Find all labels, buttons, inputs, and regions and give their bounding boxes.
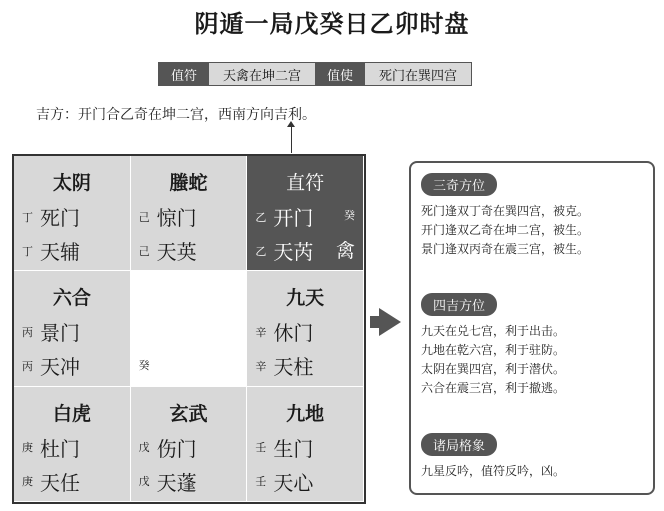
palace-stem: 癸 — [138, 359, 150, 373]
palace-stem: 辛 — [255, 359, 267, 373]
palace-side-star: 禽 — [335, 240, 355, 262]
pointer-line — [291, 125, 292, 153]
palace-stem: 己 — [138, 210, 150, 224]
siji-line: 九天在兑七宫，利于出击。 — [421, 324, 566, 338]
palace-s — [131, 387, 248, 502]
palace-stem: 壬 — [255, 475, 267, 489]
right-arrow-icon — [379, 308, 401, 336]
palace-ne — [247, 156, 364, 271]
palace-door: 休门 — [273, 321, 314, 346]
palace-stem: 丙 — [22, 359, 33, 373]
palace-sw — [14, 387, 131, 502]
palace-stem: 戊 — [138, 441, 150, 455]
geju-section — [421, 433, 651, 481]
palace-center — [131, 271, 248, 386]
siji-title: 四吉方位 — [421, 293, 497, 316]
palace-god: 太阴 — [52, 172, 91, 194]
palace-stem: 庚 — [22, 475, 33, 489]
palace-god: 螣蛇 — [169, 172, 208, 194]
palace-w — [14, 271, 131, 386]
sanqi-section — [421, 173, 651, 259]
palace-god: 直符 — [286, 172, 325, 194]
palace-stem: 辛 — [255, 325, 267, 339]
palace-star: 天心 — [273, 470, 314, 495]
palace-god: 九天 — [286, 287, 325, 310]
siji-line: 六合在震三宫，利于撤逃。 — [421, 381, 566, 395]
palace-door: 惊门 — [156, 206, 197, 230]
palace-star: 天辅 — [40, 240, 80, 264]
palace-nw — [14, 156, 131, 271]
palace-grid — [12, 154, 366, 504]
palace-side-stem: 癸 — [343, 209, 355, 222]
palace-god: 白虎 — [52, 402, 91, 425]
palace-stem: 乙 — [255, 244, 267, 258]
palace-n — [131, 156, 248, 271]
palace-stem: 壬 — [255, 441, 267, 455]
sanqi-line: 死门逢双丁奇在巽四宫，被克。 — [421, 204, 590, 218]
siji-line: 太阴在巽四宫，利于潜伏。 — [421, 362, 566, 376]
palace-stem: 丁 — [22, 244, 33, 258]
palace-door: 生门 — [273, 436, 314, 461]
sanqi-title: 三奇方位 — [421, 173, 497, 196]
palace-door: 死门 — [40, 206, 80, 230]
palace-e — [247, 271, 364, 386]
analysis-panel — [409, 161, 655, 495]
palace-stem: 庚 — [22, 441, 33, 455]
palace-god: 六合 — [52, 287, 91, 310]
palace-god: 玄武 — [169, 402, 208, 425]
palace-door: 景门 — [40, 321, 80, 346]
palace-stem: 丁 — [22, 210, 33, 224]
palace-star: 天柱 — [273, 355, 314, 380]
siji-section — [421, 293, 651, 398]
zhifu-label: 值符 — [159, 63, 209, 85]
palace-stem: 丙 — [22, 325, 33, 339]
palace-star: 天蓬 — [156, 470, 197, 495]
auspicious-direction: 吉方：开门合乙奇在坤二宫，西南方向吉利。 — [36, 107, 316, 123]
header-bar — [158, 62, 472, 86]
palace-se — [247, 387, 364, 502]
palace-stem: 乙 — [255, 210, 267, 224]
palace-star: 天芮 — [273, 240, 314, 264]
palace-star: 天英 — [156, 240, 197, 264]
palace-stem: 己 — [138, 244, 150, 258]
sanqi-line: 景门逢双丙奇在震三宫，被生。 — [421, 242, 590, 256]
palace-star: 天任 — [40, 470, 80, 495]
palace-god: 九地 — [286, 402, 325, 425]
palace-door: 开门 — [273, 206, 314, 230]
geju-title: 诸局格象 — [421, 433, 497, 456]
siji-line: 九地在乾六宫，利于驻防。 — [421, 343, 566, 357]
zhishi-value: 死门在巽四宫 — [365, 63, 471, 85]
geju-line: 九星反吟，值符反吟，凶。 — [421, 464, 566, 478]
zhifu-value: 天禽在坤二宫 — [209, 63, 315, 85]
palace-stem: 戊 — [138, 475, 150, 489]
palace-star: 天冲 — [40, 355, 80, 380]
sanqi-line: 开门逢双乙奇在坤二宫，被生。 — [421, 223, 590, 237]
palace-door: 杜门 — [40, 436, 80, 461]
zhishi-label: 值使 — [315, 63, 365, 85]
palace-door: 伤门 — [156, 436, 197, 461]
chart-title: 阴遁一局戊癸日乙卯时盘 — [194, 10, 470, 38]
